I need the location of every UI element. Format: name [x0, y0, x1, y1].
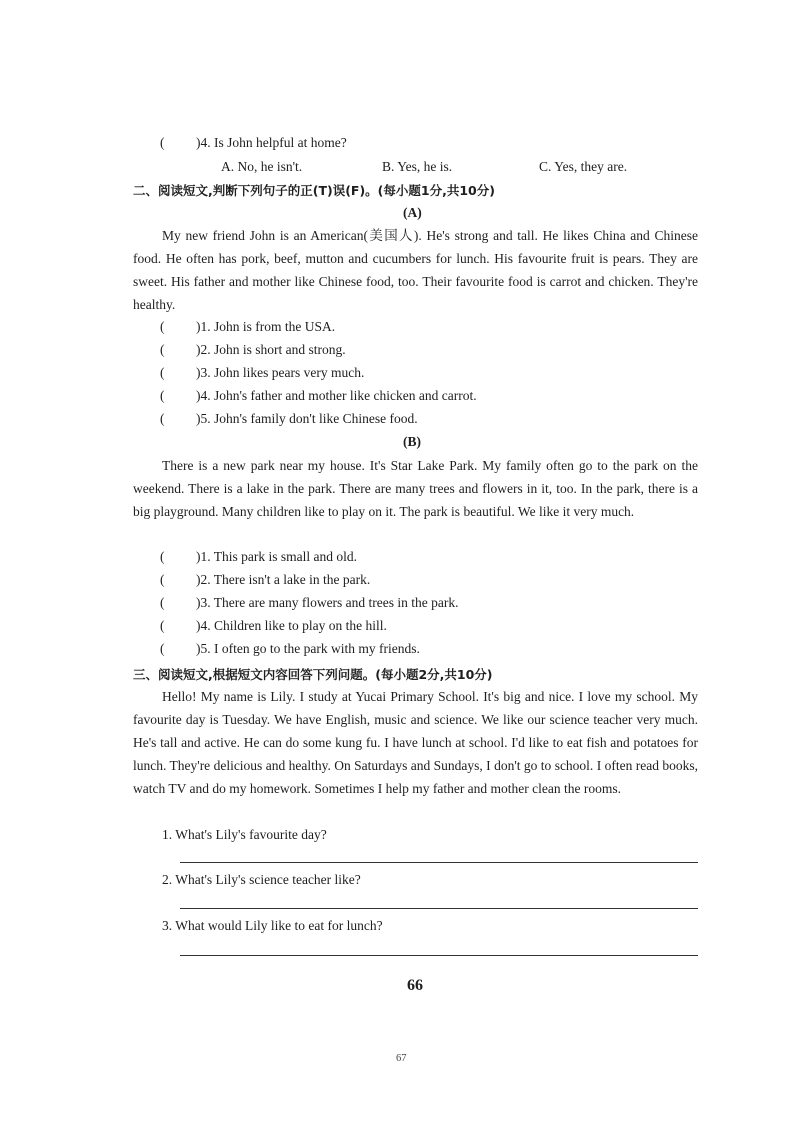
- option-a: A. No, he isn't.: [221, 159, 303, 174]
- page-number: 66: [407, 977, 423, 994]
- section3-question-1: 1. What's Lily's favourite day?: [162, 827, 327, 842]
- part-a-question-4: ( )4. John's father and mother like chicken and carrot.: [160, 388, 477, 403]
- part-a-passage: My new friend John is an American(美国人). He's strong and tall. He likes China and Chinese food. He often has pork, beef, mutton and cucumbers for lunch. His favourite fruit is pears. They are sweet. His father and mother like Chinese food, too. Their favourite food is carrot and chicken. They're healthy.: [133, 228, 698, 312]
- section3-question-3: 3. What would Lily like to eat for lunch?: [162, 918, 383, 933]
- option-c: C. Yes, they are.: [539, 159, 628, 174]
- part-b-label: (B): [403, 434, 421, 449]
- print-page-number: 67: [396, 1053, 407, 1064]
- question-text: )4. Is John helpful at home?: [196, 135, 347, 150]
- part-b-passage: There is a new park near my house. It's Star Lake Park. My family often go to the park on the weekend. There is a lake in the park. There are many trees and flowers in it, too. In the park, there is a big playground. Many children like to play on it. The park is beautiful. We like it very much.: [133, 458, 698, 519]
- option-b: B. Yes, he is.: [382, 159, 453, 174]
- part-b-question-1: ( )1. This park is small and old.: [160, 549, 357, 564]
- part-b-question-3: ( )3. There are many flowers and trees in the park.: [160, 595, 459, 610]
- section3-passage: Hello! My name is Lily. I study at Yucai Primary School. It's big and nice. I love my school. My favourite day is Tuesday. We have English, music and science. We like our science teacher very much. He's tall and active. He can do some kung fu. I have lunch at school. I'd like to eat fish and potatoes for lunch. They're delicious and healthy. On Saturdays and Sundays, I don't go to school. I often read books, watch TV and do my homework. Sometimes I help my father and mother clean the rooms.: [133, 689, 698, 796]
- part-a-label: (A): [403, 205, 422, 220]
- answer-line-3[interactable]: [180, 955, 698, 956]
- answer-line-1[interactable]: [180, 862, 698, 863]
- part-a-question-2: ( )2. John is short and strong.: [160, 342, 346, 357]
- top-question: [160, 136, 347, 150]
- part-b-question-2: ( )2. There isn't a lake in the park.: [160, 572, 371, 587]
- answer-paren: (: [160, 135, 165, 150]
- part-b-question-5: ( )5. I often go to the park with my friends.: [160, 641, 420, 656]
- section3-question-2: 2. What's Lily's science teacher like?: [162, 872, 361, 887]
- part-b-question-4: ( )4. Children like to play on the hill.: [160, 618, 387, 633]
- section2-heading: 二、阅读短文,判断下列句子的正(T)误(F)。(每小题1分,共10分): [133, 183, 495, 198]
- part-a-question-3: ( )3. John likes pears very much.: [160, 365, 365, 380]
- part-a-question-5: ( )5. John's family don't like Chinese food.: [160, 411, 418, 426]
- section3-heading: 三、阅读短文,根据短文内容回答下列问题。(每小题2分,共10分): [133, 667, 493, 682]
- part-a-question-1: ( )1. John is from the USA.: [160, 319, 336, 334]
- answer-line-2[interactable]: [180, 908, 698, 909]
